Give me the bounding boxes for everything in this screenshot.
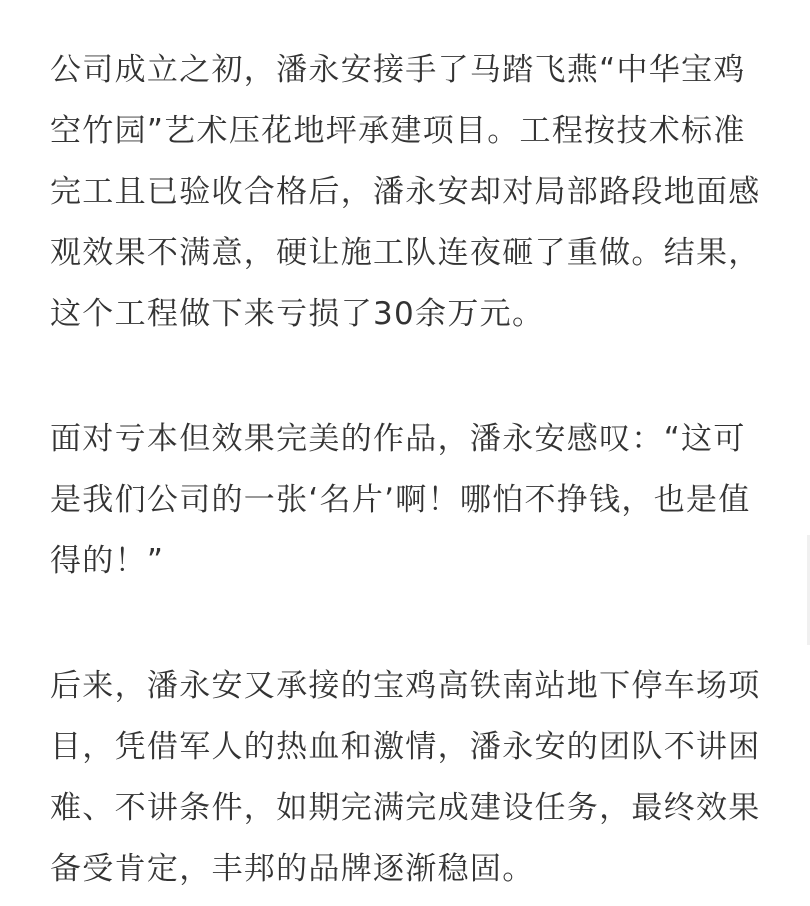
article-body bbox=[50, 40, 765, 900]
paragraph-spacer bbox=[50, 592, 765, 656]
text-line: 完工且已验收合格后，潘永安却对局部路段地面感 bbox=[50, 174, 761, 210]
paragraph-later-project bbox=[50, 656, 765, 900]
text-line: 目，凭借军人的热血和激情，潘永安的团队不讲困 bbox=[50, 729, 761, 765]
text-line: 是我们公司的一张‘名片’啊！哪怕不挣钱，也是值 bbox=[50, 482, 751, 518]
text-line: 得的！” bbox=[50, 543, 165, 579]
text-line: 面对亏本但效果完美的作品，潘永安感叹：“这可 bbox=[50, 421, 746, 457]
text-line: 后来，潘永安又承接的宝鸡高铁南站地下停车场项 bbox=[50, 668, 761, 704]
text-line: 观效果不满意，硬让施工队连夜砸了重做。结果， bbox=[50, 235, 761, 271]
text-line: 难、不讲条件，如期完满完成建设任务，最终效果 bbox=[50, 790, 761, 826]
paragraph-quote bbox=[50, 409, 765, 592]
text-line: 空竹园”艺术压花地坪承建项目。工程按技术标准 bbox=[50, 113, 746, 149]
paragraph-spacer bbox=[50, 345, 765, 409]
text-line: 备受肯定，丰邦的品牌逐渐稳固。 bbox=[50, 851, 535, 887]
paragraph-company-founding bbox=[50, 40, 765, 345]
text-line: 公司成立之初，潘永安接手了马踏飞燕“中华宝鸡 bbox=[50, 52, 746, 88]
text-line: 这个工程做下来亏损了30余万元。 bbox=[50, 296, 545, 332]
